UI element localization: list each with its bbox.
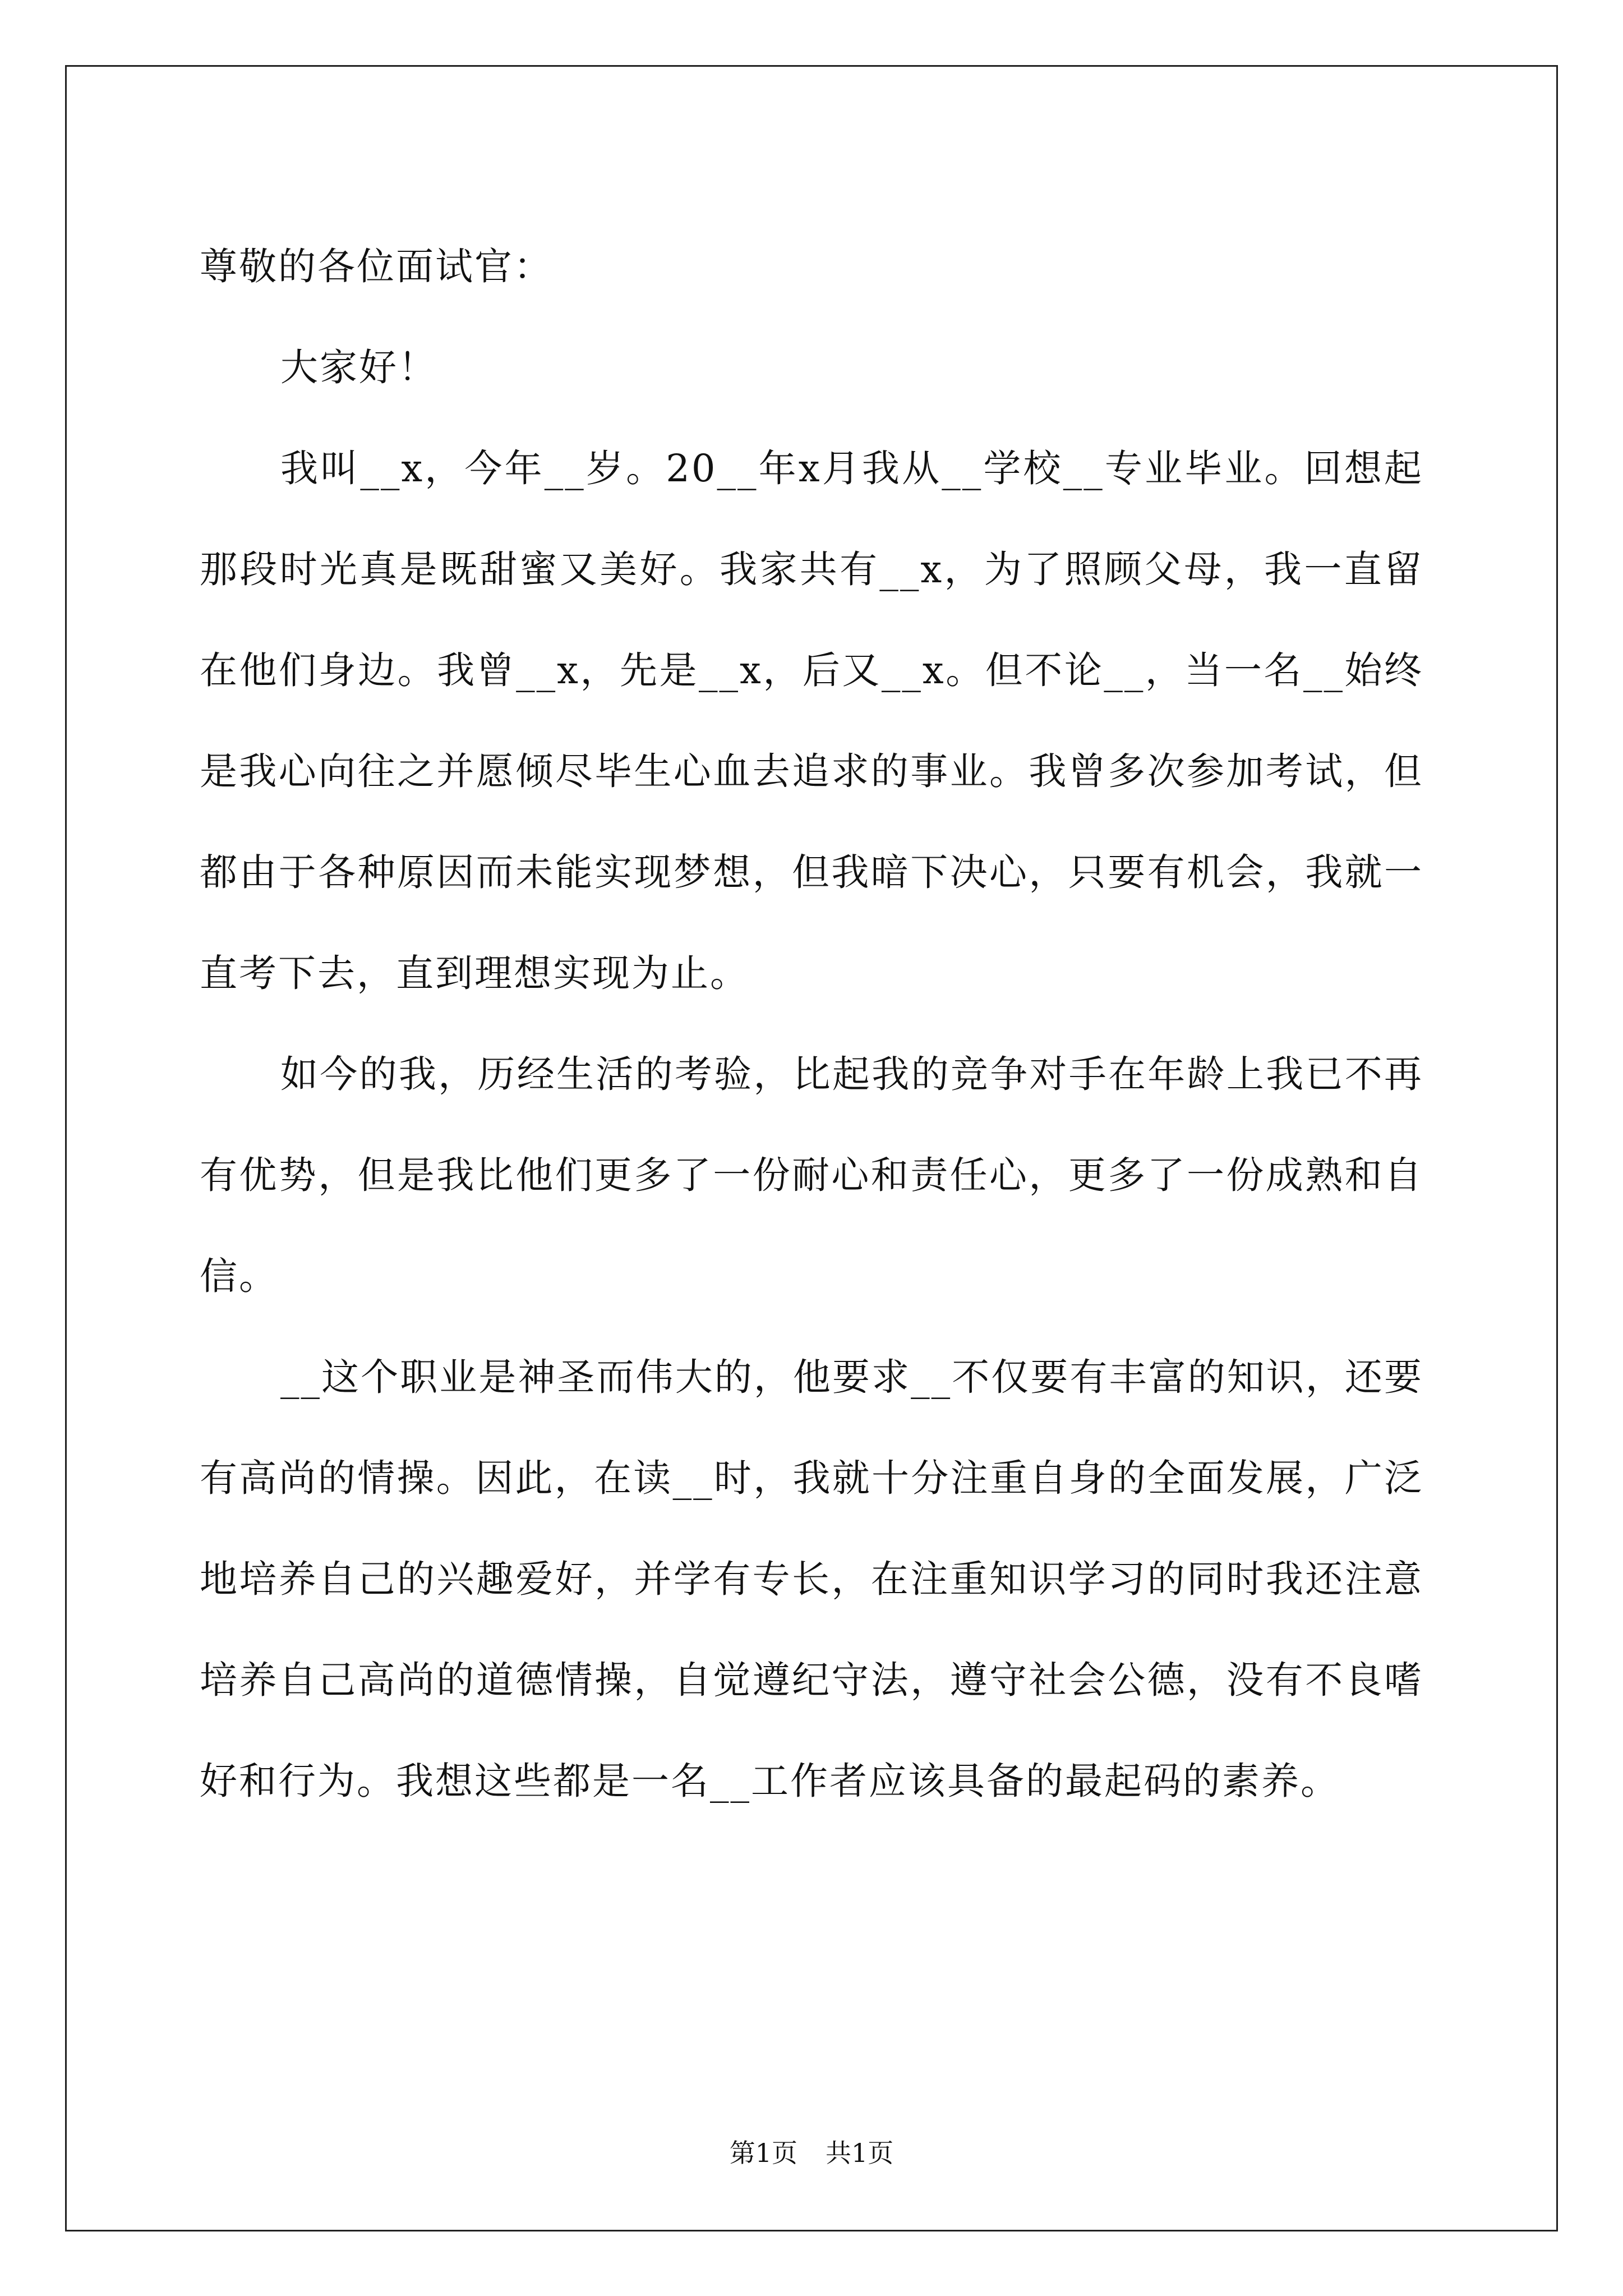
page-footer <box>0 2136 1623 2170</box>
paragraph-introduction: 我叫__x，今年__岁。20__年x月我从__学校__专业毕业。回想起那段时光真是既甜蜜又美好。我家共有__x，为了照顾父母，我一直留在他们身边。我曾__x，先是__x，后又__x。但不论__，当一名__始终是我心向往之并愿倾尽毕生心血去追求的事业。我曾多次参加考试，但都由于各种原因而未能实现梦想，但我暗下决心，只要有机会，我就一直考下去，直到理想实现为止。 <box>200 447 1423 995</box>
paragraph-current-self: 如今的我，历经生活的考验，比起我的竞争对手在年龄上我已不再有优势，但是我比他们更多了一份耐心和责任心，更多了一份成熟和自信。 <box>200 1052 1423 1298</box>
salutation: 尊敬的各位面试官： <box>200 245 553 288</box>
document-body <box>200 216 1423 1832</box>
paragraph-profession: __这个职业是神圣而伟大的，他要求__不仅要有丰富的知识，还要有高尚的情操。因此，在读__时，我就十分注重自身的全面发展，广泛地培养自己的兴趣爱好，并学有专长，在注重知识学习的同时我还注意培养自己高尚的道德情操，自觉遵纪守法，遵守社会公德，没有不良嗜好和行为。我想这些都是一名__工作者应该具备的最起码的素养。 <box>200 1355 1423 1803</box>
page-number: 第1页 <box>729 2138 797 2168</box>
page-total: 共1页 <box>826 2138 894 2168</box>
greeting: 大家好！ <box>280 346 437 389</box>
